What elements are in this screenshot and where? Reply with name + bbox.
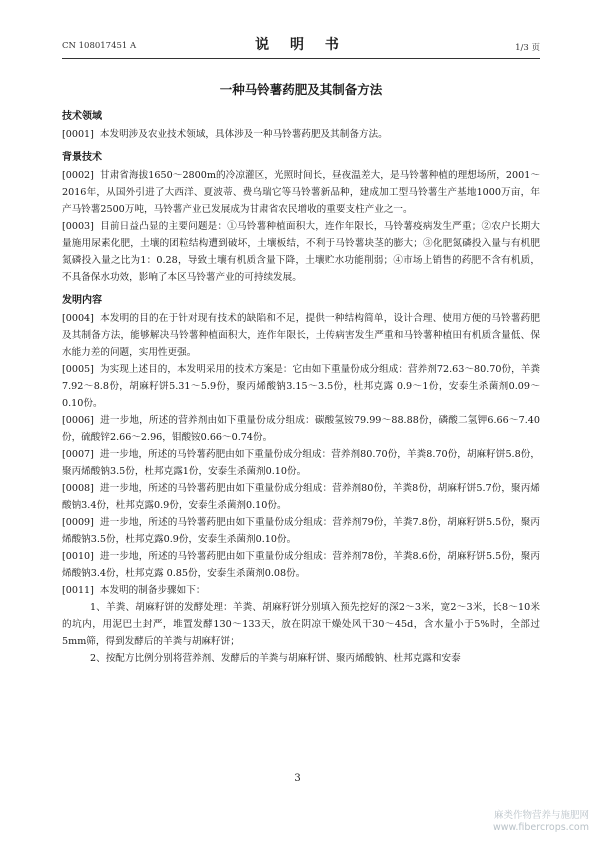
- page-indicator: 1/3 页: [515, 43, 540, 53]
- section-heading-background: 背景技术: [62, 152, 102, 163]
- paragraph: [62, 480, 540, 514]
- paragraph-text: 进一步地，所述的营养剂由如下重量份成分组成：碳酸氢铵79.99～88.88份，磷酸二氢钾6.66～7.40份，硫酸锌2.66～2.96，钼酸铵0.66～0.74份。: [62, 415, 540, 443]
- paragraph: [62, 446, 540, 480]
- paragraph: [62, 361, 540, 412]
- paragraph: [62, 310, 540, 361]
- paragraph-number: [0007]: [62, 449, 94, 460]
- section-heading-invention: 发明内容: [62, 295, 102, 306]
- paragraph: [62, 218, 540, 286]
- document-body: [62, 108, 540, 667]
- preparation-step: 2、按配方比例分别将营养剂、发酵后的羊粪与胡麻籽饼、聚丙烯酸钠、杜邦克露和安泰: [90, 653, 461, 664]
- paragraph-number: [0001]: [62, 129, 94, 140]
- page-header: [62, 30, 540, 56]
- paragraph: [62, 548, 540, 582]
- document-type: 说 明 书: [255, 37, 347, 53]
- paragraph-text: 本发明涉及农业技术领域，具体涉及一种马铃薯药肥及其制备方法。: [99, 129, 388, 140]
- paragraph: [62, 514, 540, 548]
- paragraph-number: [0005]: [62, 364, 94, 375]
- paragraph-number: [0008]: [62, 483, 94, 494]
- paragraph-text: 进一步地，所述的马铃薯药肥由如下重量份成分组成：营养剂79份，羊粪7.8份，胡麻籽饼5.5份，聚丙烯酸钠3.5份，杜邦克露0.9份，安泰生杀菌剂0.10份。: [62, 517, 540, 545]
- paragraph: [62, 126, 540, 143]
- watermark-line: 麻类作物营养与施肥网: [493, 810, 589, 821]
- paragraph-text: 进一步地，所述的马铃薯药肥由如下重量份成分组成：营养剂80.70份，羊粪8.70份，胡麻籽饼5.8份，聚丙烯酸钠3.5份，杜邦克露1份，安泰生杀菌剂0.10份。: [62, 449, 540, 477]
- paragraph-text: 进一步地，所述的马铃薯药肥由如下重量份成分组成：营养剂80份，羊粪8份，胡麻籽饼5.7份，聚丙烯酸钠3.4份，杜邦克露0.9份，安泰生杀菌剂0.10份。: [62, 483, 540, 511]
- paragraph: [62, 167, 540, 218]
- watermark: [493, 810, 589, 834]
- document-number: CN 108017451 A: [62, 41, 137, 51]
- paragraph-text: 本发明的目的在于针对现有技术的缺陷和不足，提供一种结构简单，设计合理、使用方便的马铃薯药肥及其制备方法，能够解决马铃薯种植面积大，连作年限长，土传病害发生严重和马铃薯种植田有机质含量低、保水能力差的问题，实用性更强。: [62, 313, 540, 358]
- paragraph-number: [0009]: [62, 517, 94, 528]
- watermark-line: www.fibercrops.com: [492, 822, 589, 833]
- section-heading-tech-field: 技术领域: [62, 111, 102, 122]
- paragraph-text: 本发明的制备步骤如下：: [99, 585, 206, 596]
- paragraph-number: [0011]: [62, 585, 94, 596]
- paragraph: [62, 582, 540, 599]
- paragraph-text: 为实现上述目的，本发明采用的技术方案是：它由如下重量份成分组成：营养剂72.63～80.70份，羊粪7.92～8.8份，胡麻籽饼5.31～5.9份，聚丙烯酸钠3.15～3.5份，杜邦克露 0.9～1份，安泰生杀菌剂0.09～0.10份。: [62, 364, 540, 409]
- document-title: 一种马铃薯药肥及其制备方法: [219, 82, 383, 97]
- paragraph: [62, 412, 540, 446]
- preparation-step: 1、羊粪、胡麻籽饼的发酵处理：羊粪、胡麻籽饼分别填入预先挖好的深2～3米，宽2～3米，长8～10米的坑内，用泥巴土封严，堆置发酵130～133天，放在阴凉干燥处风干30～45d，含水量小于5%时，全部过5mm筛，得到发酵后的羊粪与胡麻籽饼；: [62, 602, 540, 647]
- paragraph-text: 进一步地，所述的马铃薯药肥由如下重量份成分组成：营养剂78份，羊粪8.6份，胡麻籽饼5.5份，聚丙烯酸钠3.4份，杜邦克露 0.85份，安泰生杀菌剂0.08份。: [62, 551, 540, 579]
- paragraph-number: [0002]: [62, 170, 94, 181]
- page-number: 3: [294, 773, 301, 784]
- paragraph-number: [0006]: [62, 415, 94, 426]
- header-rule: [62, 58, 540, 59]
- paragraph-number: [0003]: [62, 221, 94, 232]
- paragraph-number: [0004]: [62, 313, 94, 324]
- paragraph-text: 目前日益凸显的主要问题是：①马铃薯种植面积大，连作年限长，马铃薯疫病发生严重；②农户长期大量施用尿素化肥，土壤的团粒结构遭到破坏，土壤板结，不利于马铃薯块茎的膨大；③化肥氮磷投入量与有机肥氮磷投入量之比为1：0.28，导致土壤有机质含量下降，土壤贮水功能削弱；④市场上销售的药肥不含有机质，不具备保水功效，影响了本区马铃薯产业的可持续发展。: [62, 221, 540, 283]
- paragraph-text: 甘肃省海拔1650～2800m的冷凉灌区，光照时间长，昼夜温差大，是马铃薯种植的理想场所，2001～2016年，从国外引进了大西洋、夏波蒂、费乌瑞它等马铃薯新品种，建成加工型马铃薯生产基地1000万亩，年产马铃薯2500万吨，马铃薯产业已发展成为甘肃省农民增收的重要支柱产业之一。: [62, 170, 540, 215]
- paragraph-number: [0010]: [62, 551, 94, 562]
